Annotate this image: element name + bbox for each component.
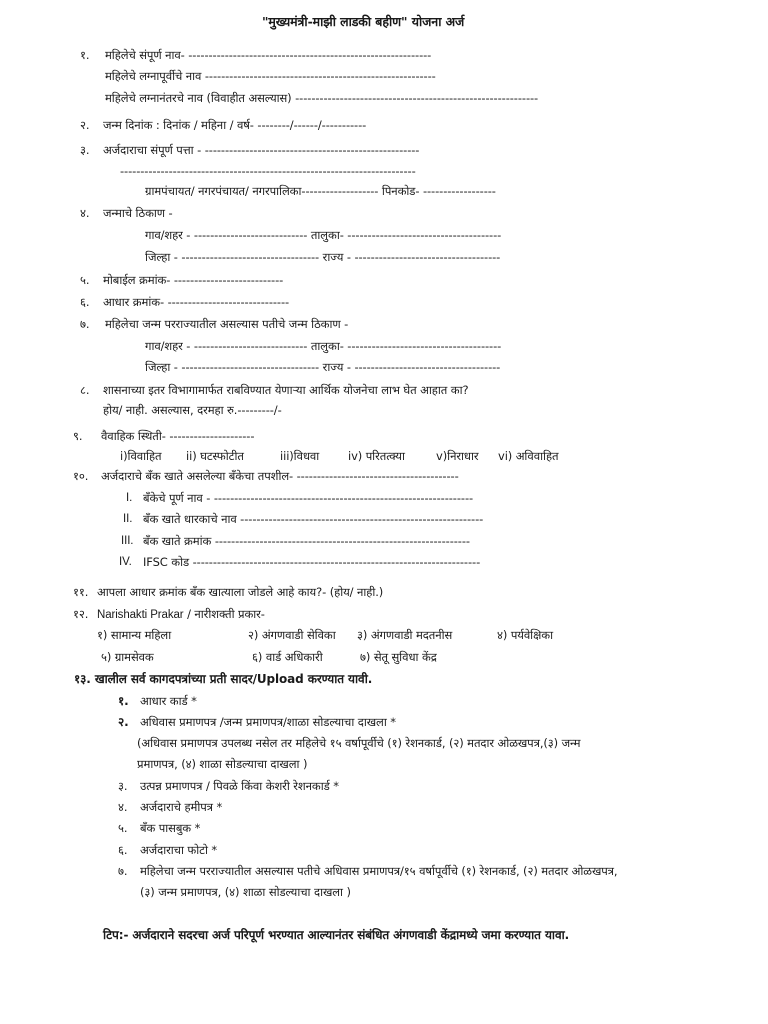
marital-option-widow: iii)विधवा — [280, 449, 320, 463]
account-holder-field: बँक खाते धारकाचे नाव ------------------------------------------------------------ — [143, 512, 484, 526]
doc-number: ७. — [118, 864, 128, 878]
narishakti-option-gramsevak: ५) ग्रामसेवक — [101, 650, 154, 664]
doc-applicant-photo: अर्जदाराचा फोटो * — [140, 843, 218, 857]
narishakti-type-label — [97, 607, 265, 623]
s11-number: ११. — [73, 585, 89, 599]
address-line-field: ------------------------------------------------------------------------- — [120, 164, 416, 178]
doc-bank-passbook: बँक पासबुक * — [140, 821, 201, 835]
s10-number: १०. — [73, 469, 89, 483]
s1-number: १. — [80, 48, 90, 62]
s9-number: ९. — [73, 429, 83, 443]
doc-number: ६. — [118, 843, 128, 857]
s12-number: १२. — [73, 607, 89, 621]
account-number-field: बँक खाते क्रमांक --------------------------------------------------------------- — [143, 534, 470, 548]
s4-number: ४. — [80, 206, 90, 220]
bank-item-roman: I. — [126, 492, 133, 504]
full-name-field: महिलेचे संपूर्ण नाव- ------------------------------------------------------------ — [105, 48, 432, 62]
s6-number: ६. — [80, 295, 90, 309]
narishakti-option-general: १) सामान्य महिला — [97, 628, 172, 642]
ifsc-code-field: IFSC कोड ----------------------------------------------------------------------- — [143, 555, 481, 569]
s7-number: ७. — [80, 317, 90, 331]
husband-birthplace-label: महिलेचा जन्म परराज्यातील असल्यास पतीचे जन्म ठिकाण - — [105, 317, 349, 331]
doc-domicile-certificate: अधिवास प्रमाणपत्र /जन्म प्रमाणपत्र/शाळा सोडल्याचा दाखला * — [140, 715, 396, 729]
marital-status-label: वैवाहिक स्थिती- --------------------- — [101, 429, 255, 443]
other-scheme-answer: होय/ नाही. असल्यास, दरमहा रु.---------/- — [103, 403, 282, 417]
narishakti-marathi-label: / नारीशक्ती प्रकार- — [187, 607, 265, 621]
doc-number: २. — [118, 715, 129, 729]
doc-domicile-note-line1: (अधिवास प्रमाणपत्र उपलब्ध नसेल तर महिलेचे १५ वर्षापूर्वीचे (१) रेशनकार्ड, (२) मतदार ओळखपत्र,(३) जन्म — [137, 736, 581, 750]
narishakti-latin-label: Narishakti Prakar — [97, 609, 184, 621]
doc-domicile-note-line2: प्रमाणपत्र, (४) शाळा सोडल्याचा दाखला ) — [137, 757, 308, 771]
doc-husband-domicile-line2: (३) जन्म प्रमाणपत्र, (४) शाळा सोडल्याचा दाखला ) — [140, 885, 351, 899]
other-scheme-question: शासनाच्या इतर विभागामार्फत राबविण्यात येणाऱ्या आर्थिक योजनेचा लाभ घेत आहात का? — [103, 383, 469, 397]
s3-number: ३. — [80, 143, 90, 157]
documents-header: १३. खालील सर्व कागदपत्रांच्या प्रती सादर/Upload करण्यात यावी. — [74, 672, 373, 686]
panchayat-pincode-field: ग्रामपंचायत/ नगरपंचायत/ नगरपालिका------------------- पिनकोड- ------------------ — [145, 184, 496, 198]
narishakti-option-anganwadi-helper: ३) अंगणवाडी मदतनीस — [357, 628, 453, 642]
narishakti-option-setu-kendra: ७) सेतू सुविधा केंद्र — [360, 650, 437, 664]
doc-number: ३. — [118, 779, 128, 793]
marital-option-married: i)विवाहित — [120, 449, 162, 463]
aadhaar-bank-link-question: आपला आधार क्रमांक बँक खात्याला जोडले आहे काय?- (होय/ नाही.) — [97, 585, 384, 599]
doc-undertaking: अर्जदाराचे हमीपत्र * — [140, 800, 223, 814]
s2-number: २. — [80, 118, 90, 132]
doc-husband-domicile-line1: महिलेचा जन्म परराज्यातील असल्यास पतीचे अधिवास प्रमाणपत्र/१५ वर्षापूर्वीचे (१) रेशनकार्ड, (२) मतदार ओळखपत्र, — [140, 864, 618, 878]
bank-item-roman: IV. — [119, 556, 132, 568]
doc-number: ४. — [118, 800, 128, 814]
husband-district-state-field: जिल्हा - ---------------------------------- राज्य - ------------------------------------ — [145, 360, 501, 374]
birthplace-label: जन्माचे ठिकाण - — [103, 206, 173, 220]
submission-tip: टिप:- अर्जदाराने सदरचा अर्ज परिपूर्ण भरण्यात आल्यानंतर संबंधित अंगणवाडी केंद्रामध्ये जमा करण्यात यावा. — [103, 928, 570, 942]
narishakti-option-supervisor: ४) पर्यवेक्षिका — [497, 628, 553, 642]
doc-income-certificate: उत्पन्न प्रमाणपत्र / पिवळे किंवा केशरी रेशनकार्ड * — [140, 779, 339, 793]
bank-item-roman: II. — [123, 513, 133, 525]
address-field: अर्जदाराचा संपूर्ण पत्ता - ----------------------------------------------------- — [103, 143, 420, 157]
birth-date-field: जन्म दिनांक : दिनांक / महिना / वर्ष- --------/------/----------- — [103, 118, 367, 132]
narishakti-option-ward-officer: ६) वार्ड अधिकारी — [252, 650, 323, 664]
birth-village-taluka-field: गाव/शहर - ---------------------------- तालुका- -------------------------------------- — [145, 228, 502, 242]
bank-name-field: बँकेचे पूर्ण नाव - ---------------------------------------------------------------- — [143, 491, 474, 505]
aadhaar-number-field: आधार क्रमांक- ------------------------------ — [103, 295, 290, 309]
husband-village-taluka-field: गाव/शहर - ---------------------------- तालुका- -------------------------------------- — [145, 339, 502, 353]
form-title: "मुख्यमंत्री-माझी लाडकी बहीण" योजना अर्ज — [262, 14, 465, 29]
narishakti-option-anganwadi-sevika: २) अंगणवाडी सेविका — [248, 628, 336, 642]
bank-details-label: अर्जदाराचे बँक खाते असलेल्या बँकेचा तपशील- ---------------------------------------- — [101, 469, 459, 483]
doc-aadhaar-card: आधार कार्ड * — [140, 694, 197, 708]
s8-number: ८. — [80, 383, 90, 397]
doc-number: १. — [118, 694, 129, 708]
maiden-name-field: महिलेचे लग्नापूर्वीचे नाव --------------------------------------------------------- — [105, 69, 436, 83]
marital-option-destitute: v)निराधार — [436, 449, 479, 463]
married-name-field: महिलेचे लग्नानंतरचे नाव (विवाहीत असल्यास) ------------------------------------------------------------ — [105, 91, 539, 105]
birth-district-state-field: जिल्हा - ---------------------------------- राज्य - ------------------------------------ — [145, 250, 501, 264]
s5-number: ५. — [80, 273, 90, 287]
marital-option-unmarried: vi) अविवाहित — [498, 449, 559, 463]
mobile-number-field: मोबाईल क्रमांक- --------------------------- — [103, 273, 284, 287]
bank-item-roman: III. — [121, 535, 134, 547]
doc-number: ५. — [118, 821, 128, 835]
marital-option-divorced: ii) घटस्फोटीत — [186, 449, 244, 463]
marital-option-abandoned: iv) परितत्क्या — [348, 449, 405, 463]
